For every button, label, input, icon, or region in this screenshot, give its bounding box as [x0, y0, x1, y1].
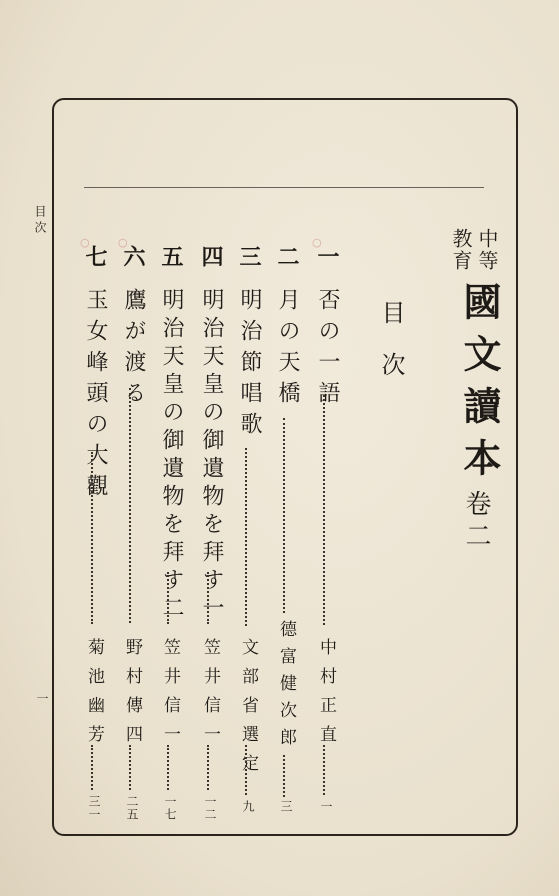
toc-entry-author: 野村傳四: [122, 638, 142, 754]
toc-entry-page: 九: [241, 800, 255, 813]
toc-entry-page: 一: [319, 800, 333, 813]
toc-entry-author: 笠井信一: [160, 638, 180, 754]
toc-entry-author: 文部省選定: [238, 638, 258, 783]
toc-entry-number: 三: [236, 245, 262, 267]
toc-entry-number: 五: [158, 245, 184, 267]
toc-leader-dots: [323, 745, 325, 795]
toc-entry-title[interactable]: 鷹が渡る: [121, 288, 146, 412]
toc-entry-author: 中村正直: [316, 638, 336, 754]
toc-entry-title[interactable]: 月の天橋: [275, 288, 300, 412]
toc-leader-dots: [283, 418, 285, 613]
toc-entry-number: 六: [120, 245, 146, 267]
volume-label: 卷二: [461, 490, 491, 554]
toc-heading: 目次: [377, 300, 405, 404]
toc-leader-dots: [167, 745, 169, 790]
toc-entry-title[interactable]: 明治節唱歌: [237, 288, 262, 443]
toc-entry-title[interactable]: 明治天皇の御遺物を拜す二: [159, 288, 184, 624]
toc-entry-title[interactable]: 明治天皇の御遺物を拜す一: [199, 288, 224, 624]
toc-leader-dots: [167, 572, 169, 624]
toc-leader-dots: [129, 745, 131, 790]
toc-entry-author: 菊池幽芳: [84, 638, 104, 754]
toc-leader-dots: [283, 755, 285, 797]
toc-leader-dots: [91, 745, 93, 790]
faint-stamp-mark: ○: [312, 236, 322, 249]
toc-leader-dots: [129, 388, 131, 623]
faint-stamp-mark: ○: [80, 236, 90, 249]
toc-entry-title[interactable]: 玉女峰頭の大觀: [83, 288, 108, 505]
faint-stamp-mark: ○: [118, 236, 128, 249]
toc-entry-number: 一: [314, 245, 340, 267]
book-title: 國文讀本: [457, 282, 502, 490]
toc-leader-dots: [245, 448, 247, 626]
toc-entry-number: 四: [198, 245, 224, 267]
margin-folio: 一: [35, 692, 49, 708]
series-label-line1: 中等: [475, 228, 499, 272]
toc-leader-dots: [207, 572, 209, 624]
toc-entry-page: 一七: [163, 795, 177, 821]
toc-leader-dots: [245, 745, 247, 795]
toc-entry-page: 二五: [125, 795, 139, 821]
toc-leader-dots: [91, 452, 93, 624]
toc-entry-author: 德富健次郎: [276, 620, 296, 755]
margin-running-head: 目次: [33, 205, 47, 237]
toc-entry-number: 七: [82, 245, 108, 267]
toc-entry-number: 二: [274, 245, 300, 267]
toc-entry-page: 一二: [203, 795, 217, 821]
top-rule: [84, 187, 484, 188]
toc-entry-author: 笠井信一: [200, 638, 220, 754]
toc-leader-dots: [207, 745, 209, 790]
toc-entry-page: 三: [279, 800, 293, 813]
toc-entry-page: 三一: [87, 795, 101, 821]
toc-leader-dots: [323, 395, 325, 625]
series-label-line2: 教育: [449, 228, 473, 272]
toc-entry-title[interactable]: 否の一語: [315, 288, 340, 412]
